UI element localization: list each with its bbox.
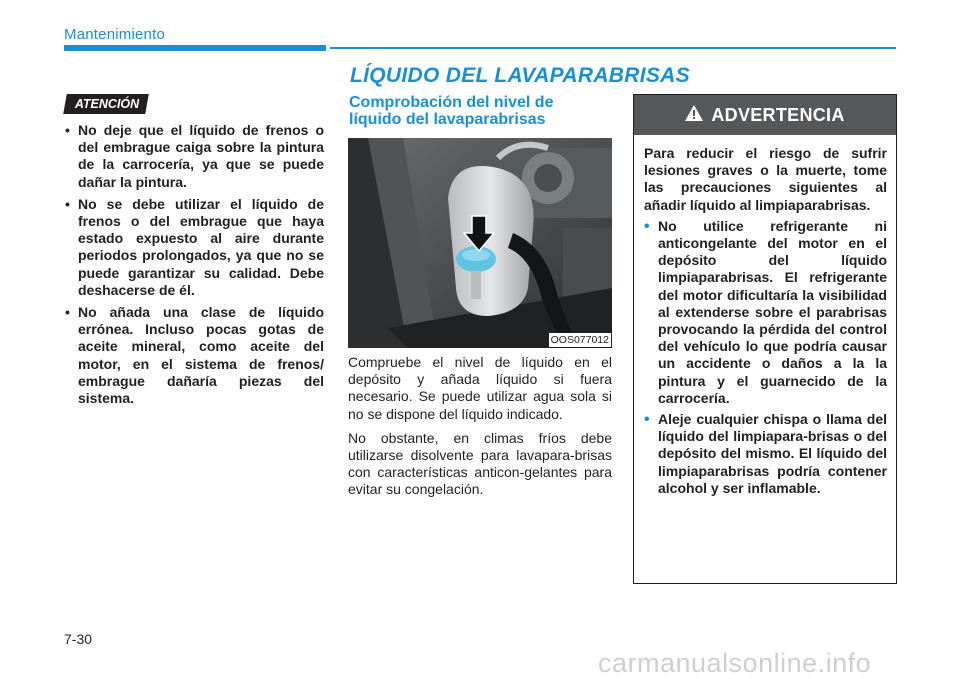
page-title: LÍQUIDO DEL LAVAPARABRISAS (350, 64, 690, 87)
warning-intro: Para reducir el riesgo de sufrir lesiones graves o la muerte, tome las precauciones siguientes al añadir líquido al limpiaparabrisas. (644, 145, 887, 213)
caution-item: • No añada una clase de líquido errónea. Incluso pocas gotas de aceite mineral, como aceite del motor, en el sistema de frenos/ embrague dañaría piezas del sistema. (64, 304, 324, 407)
engine-bay-illustration (348, 138, 612, 348)
warning-label: ADVERTENCIA (711, 104, 845, 125)
watermark: carmanualsonline.info (598, 648, 872, 678)
warning-header (634, 95, 896, 135)
warning-box (633, 94, 897, 584)
section-label: Mantenimiento (64, 26, 165, 43)
check-paragraph: Compruebe el nivel de líquido en el depósito y añada líquido si fuera necesario. Se puede utilizar agua sola si no se dispone del líquido indicado. (348, 354, 612, 422)
warning-list (644, 218, 887, 497)
photo-code: OOS077012 (550, 334, 609, 346)
check-paragraph: No obstante, en climas fríos debe utilizarse disolvente para lavapara-brisas con características anticon-gelantes para evitar su congelación. (348, 429, 612, 498)
caution-label: ATENCIÓN (74, 97, 140, 111)
header-rule-thin (330, 47, 896, 49)
header-rule-thick (64, 45, 326, 51)
warning-triangle-icon (685, 105, 703, 126)
check-body (348, 354, 612, 506)
warning-item: • Aleje cualquier chispa o llama del líquido del limpiapara-brisas o del depósito del mismo. El líquido del limpiaparabrisas podría contener alcohol y ser inflamable. (644, 411, 887, 497)
warning-item: • No utilice refrigerante ni anticongelante del motor en el depósito del líquido limpiaparabrisas. El refrigerante del motor dificultaría la visibilidad al extenderse sobre el parabrisas provocando la pérdida del control del vehículo lo que podría causar un accidente o daños a la la pintura y el guarnecido de la carrocería. (644, 218, 887, 407)
caution-item: • No se debe utilizar el líquido de frenos o del embrague que haya estado expuesto al aire durante periodos prolongados, ya que no se puede garantizar su calidad. Debe deshacerse de él. (64, 196, 324, 299)
caution-column (64, 122, 324, 412)
warning-body (634, 135, 896, 497)
caution-list (64, 122, 324, 407)
caution-item: • No deje que el líquido de frenos o del embrague caiga sobre la pintura de la carrocería, ya que se puede dañar la pintura. (64, 122, 324, 191)
page-number: 7-30 (64, 631, 93, 647)
check-heading (349, 94, 619, 128)
check-heading-line1: Comprobación del nivel de (349, 94, 554, 111)
engine-bay-photo (348, 138, 612, 348)
check-heading-line2: líquido del lavaparabrisas (349, 111, 546, 128)
